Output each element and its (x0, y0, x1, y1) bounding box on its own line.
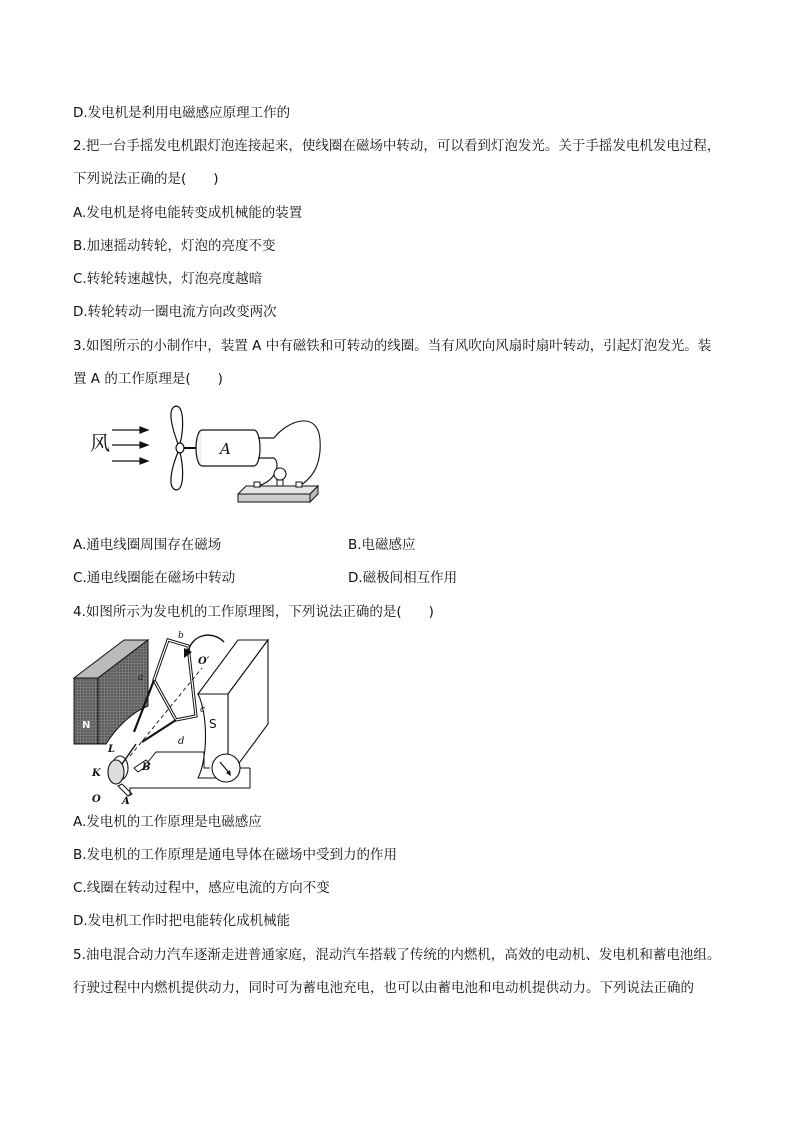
q2-option-a: A.发电机是将电能转变成机械能的装置 (73, 205, 303, 221)
q3-stem-line1: 3.如图所示的小制作中，装置 A 中有磁铁和可转动的线圈。当有风吹向风扇时扇叶转动，引起灯泡发光。装 (73, 338, 712, 354)
q3-figure-wind-generator (88, 400, 328, 520)
wind-label: 风 (90, 431, 110, 455)
q4-option-a: A.发电机的工作原理是电磁感应 (73, 814, 262, 830)
label-a: a (138, 673, 144, 683)
s-pole-label: S (209, 717, 217, 731)
fan-blade-top (171, 406, 183, 444)
q4-option-d: D.发电机工作时把电能转化成机械能 (73, 913, 291, 929)
label-o-prime: O′ (198, 656, 210, 667)
bulb-icon (274, 468, 286, 480)
base-board-side (238, 494, 310, 502)
label-o: O (92, 794, 101, 805)
n-magnet-front (74, 678, 98, 744)
q4-stem: 4.如图所示为发电机的工作原理图，下列说法正确的是( ) (73, 604, 434, 620)
q3-option-a: A.通电线圈周围存在磁场 (73, 537, 222, 553)
q2-option-b: B.加速摇动转轮，灯泡的亮度不变 (73, 238, 276, 254)
label-b: b (178, 631, 184, 641)
fan-blade-bottom (171, 452, 183, 490)
q4-option-b: B.发电机的工作原理是通电导体在磁场中受到力的作用 (73, 847, 398, 863)
q2-option-c: C.转轮转速越快，灯泡亮度越暗 (73, 271, 263, 287)
label-d: d (178, 736, 185, 747)
q2-option-d: D.转轮转动一圈电流方向改变两次 (73, 304, 277, 320)
device-a-label: A (220, 440, 231, 458)
q3-option-b: B.电磁感应 (348, 537, 416, 553)
q4-option-c: C.线圈在转动过程中，感应电流的方向不变 (73, 880, 330, 896)
device-a-body (202, 430, 260, 466)
label-brush-b: B (142, 762, 151, 773)
base-board-top (238, 486, 318, 494)
n-pole-label: N (82, 720, 91, 731)
q5-stem-line2: 行驶过程中内燃机提供动力，同时可为蓄电池充电，也可以由蓄电池和电动机提供动力。下列说法正确的 (73, 980, 694, 996)
label-l: L (108, 744, 116, 755)
rotation-arrow-icon (188, 635, 224, 652)
q3-option-c: C.通电线圈能在磁场中转动 (73, 570, 236, 586)
label-k: K (92, 768, 101, 779)
label-brush-a: A (122, 796, 130, 806)
q3-option-d: D.磁极间相互作用 (348, 570, 458, 586)
galvanometer-icon (212, 754, 240, 782)
q1-option-d: D.发电机是利用电磁感应原理工作的 (73, 105, 291, 121)
fan-hub (176, 443, 184, 453)
q3-stem-line2: 置 A 的工作原理是( ) (73, 371, 223, 387)
q5-stem-line1: 5.油电混合动力汽车逐渐走进普通家庭，混动汽车搭载了传统的内燃机，高效的电动机、发电机和蓄电池组。 (73, 947, 721, 963)
wind-arrows (112, 427, 148, 464)
label-c: c (200, 705, 206, 715)
q2-stem-line2: 下列说法正确的是( ) (73, 171, 219, 187)
q2-stem-line1: 2.把一台手摇发电机跟灯泡连接起来，使线圈在磁场中转动，可以看到灯泡发光。关于手摇发电机发电过程， (73, 138, 721, 154)
q4-figure-generator-principle (72, 628, 282, 806)
